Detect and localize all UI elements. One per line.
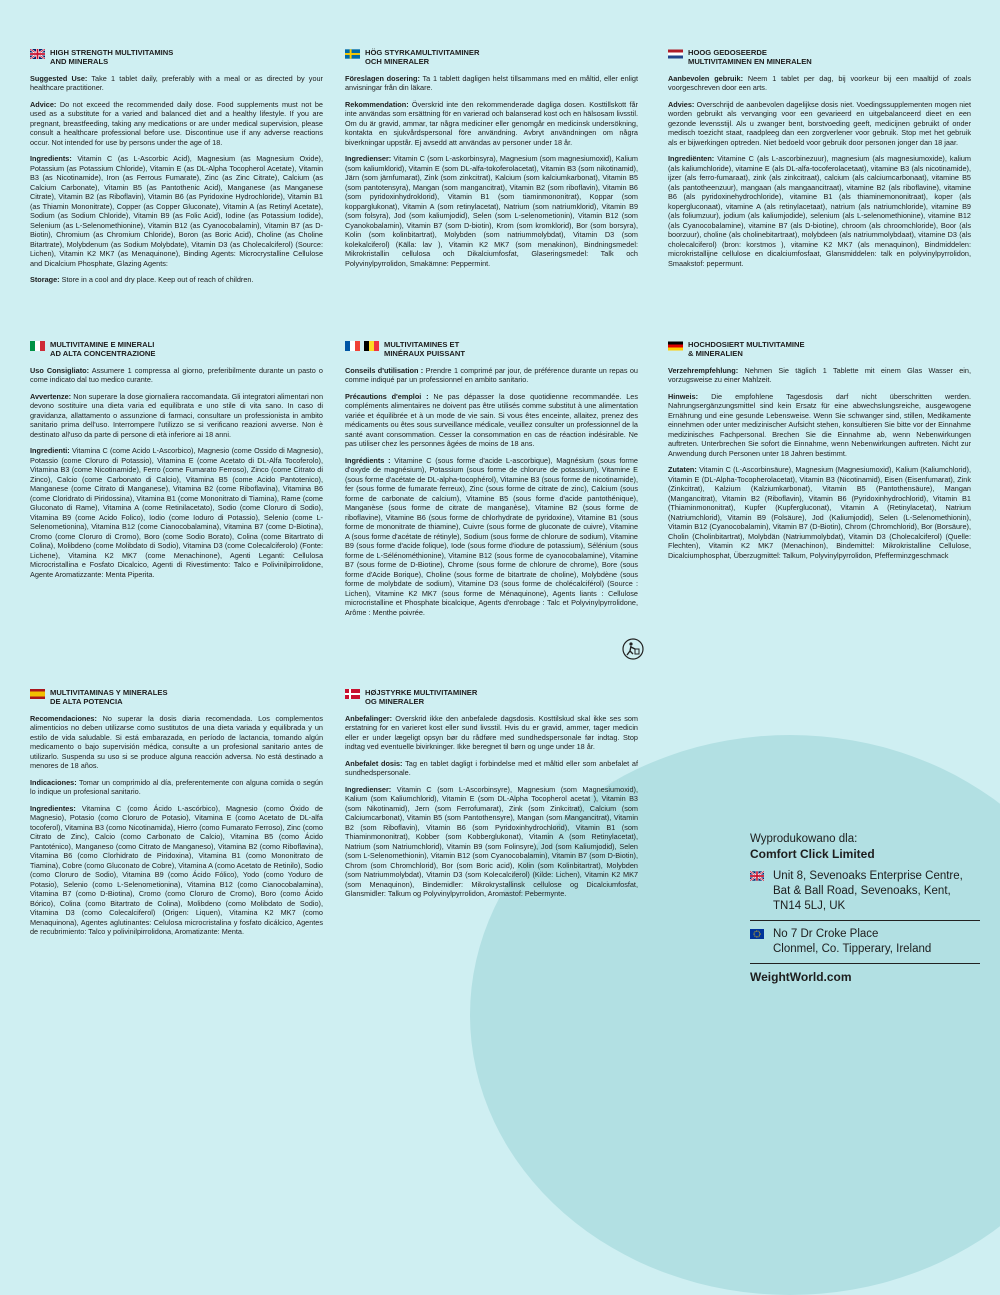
section-french xyxy=(345,340,638,624)
section-header xyxy=(30,48,323,67)
ingredients: Ingrediënten: Vitamine C (als L-ascorbinezuur), magnesium (als magnesiumoxide), kalium (als kaliumchloride), vitamine E (als DL-alfa-tocoferolacetaat), vitamine B3 (als nicotinamide), ijzer (als ferro-fumaraat), zink (als zinkcitraat), calcium (als calciumcarbonaat), vitamine B5 (als pantotheenzuur), mangaan (als mangaancitraat), vitamine B2 (als riboflavine), vitamine B6 (als pyridoxinehydrochloride), vitamine B1 (als thiaminemononitraat), koper (als kopergluconaat), vitamine A (als retinylacetaat), natrium (als natriumchloride), vitamine B9 (als foliumzuur), jodium (als kaliumjodide), selenium (als L-selenomethionine), vitamine B12 (als Cyanocobalamine), vitamine B7 (als D-biotine), chroom (als chroomchloride), Boor (als boorzuur), choline (als cholinebitartraat), molybdeen (als natriummolybdaat), vitamine D3 (als cholecalciferol) (bron: korstmos ), vitamine K2 MK7 (als menaquinon), Bindmiddelen: microkristallijne cellulose en dicalciumfosfaat, Glansmiddelen: talk en polyvinylpyrrolidon, Smaakstof: pepermunt. xyxy=(668,154,972,268)
advice: Rekommendation: Överskrid inte den rekommenderade dagliga dosen. Kosttillskott får inte användas som ersättning för en varierad och balanserad kost och en hälsosam livsstil. Om du är gravid, ammar, tar några mediciner eller genomgår en medicinsk undersökning, kontakta en sjukvårdspersonal före användning. Avbryt användningen om några biverkningar uppstår. Ej avsedd att användas av personer under 18 år. xyxy=(345,99,638,147)
france-belgium-flag-icon xyxy=(345,341,379,351)
storage: Storage: Store in a cool and dry place. Keep out of reach of children. xyxy=(30,275,254,285)
section-title: HOOG GEDOSEERDE MULTIVITAMINEN EN MINERALEN xyxy=(688,48,812,67)
advice: Précautions d'emploi : Ne pas dépasser la dose quotidienne recommandée. Les compléments alimentaires ne doivent pas être utilisés comme substitut à une alimentation variée et équilibrée et à un mode de vie sain. Si vous êtes enceinte, allaitez, prenez des médicaments ou êtes sous surveillance médicale, veuillez consulter un professionnel de la santé avant consommation. Cesser la consommation en cas de réaction indésirable. Ne pas utiliser chez les personnes âgées de moins de 18 ans. xyxy=(345,391,639,449)
section-title: HIGH STRENGTH MULTIVITAMINS AND MINERALS xyxy=(50,48,174,67)
tidyman-recycle-icon xyxy=(622,638,644,660)
advice: Indicaciones: Tomar un comprimido al día, preferentemente con alguna comida o según lo indique un profesional sanitario. xyxy=(30,777,323,797)
section-header xyxy=(345,340,638,359)
suggested-use: Verzehrempfehlung: Nehmen Sie täglich 1 Tablette mit einem Glas Wasser ein, vorzugsweise zu einer Mahlzeit. xyxy=(668,365,972,385)
suggested-use: Föreslagen dosering: Ta 1 tablett dagligen helst tillsammans med en måltid, eller enligt anvisningar från din läkare. xyxy=(345,73,638,93)
section-dutch xyxy=(668,48,971,275)
ingredients: Zutaten: Vitamin C (L-Ascorbinsäure), Magnesium (Magnesiumoxid), Kalium (Kaliumchlorid), Vitamin E (DL-Alpha-Tocopherolacetat), Vitamin B3 (Nicotinamid), Eisen (Eisenfumarat), Zink (Zinkcitrat), Kalzium (Kalziumkarbonat), Vitamin B5 (Pantothensäure), Mangan (Mangancitrat), Vitamin B2 (Riboflavin), Vitamin B6 (Pyridoxinhydrochlorid), Vitamin B1 (Thiaminmononitrat), Kupfer (Kupfergluconat), Vitamin A (Retinylacetat), Natrium (Natriumchlorid), Vitamin B9 (Folsäure), Jod (Kaliumjodid), Selen (L-Selenomethionin), Vitamin B12 (Cyanocobalamin), Vitamin B7 (D-Biotin), Chrom (Chromchlorid), Bor (Borsäure), Cholin (Cholinbitartrat), Molybdän (Natriummolybdat), Vitamin D3 (Cholecalciferol) (Quelle: Flechten), Vitamin K2 MK7 (Menachinon), Bindemittel: Mikrokristalline Cellulose, Dicalciumphosphat, Überzugmittel: Talkum, Polyvinylpyrrolidon, Pfefferminzgeschmack xyxy=(668,465,971,560)
denmark-flag-icon xyxy=(345,689,360,699)
section-german xyxy=(668,340,971,567)
suggested-use: Uso Consigliato: Assumere 1 compressa al giorno, preferibilmente durante un pasto o come indicato dal tuo medico curante. xyxy=(30,365,323,385)
company-name: Comfort Click Limited xyxy=(750,847,875,861)
brand-website: WeightWorld.com xyxy=(750,969,852,984)
section-header xyxy=(345,48,638,67)
suggested-use: Conseils d'utilisation : Prendre 1 comprimé par jour, de préférence durante un repas ou comme indiqué par un professionnel en ambito sanitario. xyxy=(345,365,638,385)
advice: Anbefalet dosis: Tag en tablet dagligt i forbindelse med et måltid eller som anbefalet af sundhedspersonale. xyxy=(345,758,639,778)
section-header xyxy=(668,48,971,67)
advice: Advies: Overschrijd de aanbevolen dagelijkse dosis niet. Voedingssupplementen mogen niet worden gebruikt als vervanging voor een gevarieerd en uitgebalanceerd dieet en een gezonde levensstijl. Als u zwanger bent, borstvoeding geeft, medicijnen gebruikt of onder medisch toezicht staat, raadpleeg dan een zorgverlener voor gebruik. Stop met het gebruik als er bijwerkingen optreden. Niet bedoeld voor gebruik door personen jonger dan 18 jaar. xyxy=(668,99,971,147)
section-swedish xyxy=(345,48,638,275)
section-english xyxy=(30,48,323,292)
italy-flag-icon xyxy=(30,341,45,351)
section-title: MULTIVITAMINES ET MINÉRAUX PUISSANT xyxy=(384,340,466,359)
advice: Avvertenze: Non superare la dose giornaliera raccomandata. Gli integratori alimentari non devono sostituire una dieta varia ed equilibrata e uno stile di vita sano. In caso di gravidanza, allattamento o assunzione di farmaci, consultare un professionista in ambito sanitario prima dell'uso. Interrompere l'utilizzo se si verificano reazioni avverse. Non è destinato all'uso da parte di persone di età inferiore ai 18 anni. xyxy=(30,391,323,439)
netherlands-flag-icon xyxy=(668,49,683,59)
section-header xyxy=(30,688,323,707)
section-title: HØJSTYRKE MULTIVITAMINER OG MINERALER xyxy=(365,688,478,707)
ingredients: Ingrédients : Vitamine C (sous forme d'acide L-ascorbique), Magnésium (sous forme d'oxyde de magnésium), Potassium (sous forme de chlorure de potassium), Vitamine E (sous forme d'acétate de DL-alpha-tocophérol), Vitamine B3 (sous forme de nicotinamide), fer (sous forme de fumarate ferreux), Zinc (sous forme de citrate de zinc), Calcium (sous forme de carbonate de calcium), Vitamine B5 (sous forme d'acide pantothénique), Manganèse (sous forme de citrate de manganèse), Vitamine B2 (sous forme de riboflavine), Vitamine B6 (sous forme de chlorhydrate de pyridoxine), Vitamine B1 (sous forme de mononitrate de thiamine), Cuivre (sous forme de gluconate de cuivre), Vitamine A (sous forme d'acétate de rétinyle), Sodium (sous forme de chlorure de sodium), Vitamine B9 (sous forme d'acide folique), Iode (sous forme d'iodure de potassium), Sélénium (sous forme de L-Sélénométhionine), Vitamine B12 (sous forme de cyanocobalamine), Vitamine B7 (sous forme de D-Biotine), Chrome (sous forme de chlorure de chrome), Bore (sous forme d'Acide Borique), Choline (sous forme de bitartrate de choline), Molybdène (sous forme de molybdate de sodium), Vitamine D3 (sous forme de cholécalciférol) (Source : Lichen), Vitamine K2 MK7 (sous forme de Ménaquinone), Agents liants : Cellulose microcristalline et Phosphate bicalcique, Agents d'enrobage : Talc et Polyvinylpyrrolidone, Arôme : Menthe poivrée. xyxy=(345,455,638,617)
divider xyxy=(750,920,980,921)
manufacturer-info xyxy=(750,833,980,984)
section-title: MULTIVITAMINAS Y MINERALES DE ALTA POTENCIA xyxy=(50,688,168,707)
uk-flag-icon xyxy=(30,49,45,59)
eu-flag-icon xyxy=(750,929,765,939)
ingredients: Ingredientes: Vitamina C (como Ácido L-ascórbico), Magnesio (como Óxido de Magnesio), Potasio (como Cloruro de Potasio), Vitamina E (como Acetato de DL-alfa tocoferol), Vitamina B3 (como Nicotinamida), Hierro (como Fumarato Ferroso), Zinc (como Citrato de Zinc), Calcio (como Carbonato de Calcio), Vitamina B5 (como Ácido Pantoténico), Manganeso (como Citrato de Manganeso), Vitamina B2 (como Riboflavina), Vitamina B6 (como Clorhidrato de Piridoxina), Vitamina B1 (como Mononitrato de Tiamina), Cobre (como Gluconato de Cobre), Vitamina A (como Acetato de Retinilo), Sodio (como Cloruro de Sodio), Vitamina B9 (como Ácido Fólico), Yodo (como Yoduro de Potasio), Selenio (como L-Selenometionina), Vitamina B12 (como Cianocobalamina), Vitamina B7 (como D-Biotina), Cromo (como Cloruro de Cromo), Boro (como Ácido Bórico), Colina (como Bitartrato de Colina), Molibdeno (como Molibdato de Sodio), Vitamina D3 (como Colecalciferol) (Origen: Liquen), Vitamina K2 MK7 (como Menaquinona), Agentes aglutinantes: Celulosa microcristalina y fosfato dicálcico, Agentes de recubrimiento: Talco y polivinilpirrolidona, Aromatizante: Menta. xyxy=(30,803,323,937)
section-title: HÖG STYRKAMULTIVITAMINER OCH MINERALER xyxy=(365,48,480,67)
ingredients: Ingredienser: Vitamin C (som L-Ascorbinsyre), Magnesium (som Magnesiumoxid), Kalium (som Kaliumchlorid), Vitamin E (som DL-Alpha Tocopherol acetat ), Vitamin B3 (som Nikotinamid), Jern (som Ferrofumarat), Zink (som Zinkcitrat), Calcium (som Calciumcarbonat), Vitamin B5 (som Pantothensyre), Mangan (som Mangancitrat), Vitamin B2 (som Riboflavin), Vitamin B6 (som Pyridoxinhydrochlorid), Vitamin B1 (som Thiaminmononitrat), Kobber (som Kobberglukonat), Vitamin A (som Retinylacetat), Natrium (som Natriumchlorid), Vitamin B9 (som Folinsyre), Jod (som Kaliumjodid), Selen (som L-Selenomethionin), Vitamin B12 (som Cyanocobalamin), Vitamin B7 (som D-Biotin), Chrom (som Chromchlorid), Bor (som Boric acid), Kolin (som Kolinbitartrat), Molybden (som Natriummolybdat), Vitamin D3 (som Kolecalciferol) (Kilde: Lichen), Vitamin K2 MK7 (som Menaquinon), Bindemidler: Mikrokrystallinsk cellulose og Dicalciumfosfat, Glansmidler: Talkum og Polyvinylpyrrolidon, Aromastof: Pebermynte. xyxy=(345,784,638,899)
ingredients: Ingredienti: Vitamina C (come Acido L-Ascorbico), Magnesio (come Ossido di Magnesio), Potassio (come Cloruro di Potassio), Vitamina E (come Acetato di DL-Alfa Tocoferolo), Vitamina B3 (come Nicotinamide), Ferro (come Fumarato Ferroso), Zinco (come Citrato di Zinco), Calcio (come Carbonato di Calcio), Vitamina B5 (come Acido Pantotenico), Manganese (come Citrato di Manganese), Vitamina B2 (come Riboflavina), Vitamina B6 (come Cloridrato di Piridossina), Vitamina B1 (come Mononitrato di Tiamina), Rame (come Gluconato di Rame), Vitamina A (come Retinilacetato), Sodio (come Cloruro di Sodio), Vitamina B9 (come Acido Folico), Iodio (come Ioduro di Potassio), Selenio (come L-Selenometionina), Vitamina B12 (come Cianocobalamina), Vitamina B7 (come D-Biotina), Cromo (come Cloruro di Cromo), Boro (come Sodio Borato), Colina (come Bitartrato di Colina), Molibdeno (come Molibdato di Sodio), Vitamina D3 (come Colecalciferolo) (Fonte: Lichene), Vitamina K2 MK7 (come Menachinone), Agenti Leganti: Cellulosa Microcristallina e Fosfato Dicalcico, Agenti di Rivestimento: Talco e Polivinilpirrolidone, Agente Aromatizzante: Menta Piperita. xyxy=(30,446,324,579)
section-italian xyxy=(30,340,323,586)
advice: Advice: Do not exceed the recommended daily dose. Food supplements must not be used as a substitute for a varied and balanced diet and a healthy lifestyle. If you are pregnant, breastfeeding, taking any medications or are under medical supervision, please consult a healthcare professional before use. Discontinue use if any adverse reactions occur. Not intended for use by persons under the age of 18. xyxy=(30,99,323,147)
sweden-flag-icon xyxy=(345,49,360,59)
section-header xyxy=(345,688,638,707)
uk-address: Unit 8, Sevenoaks Enterprise Centre, Bat & Ball Road, Sevenoaks, Kent, TN14 5LJ, UK xyxy=(750,869,980,914)
suggested-use: Suggested Use: Take 1 tablet daily, preferably with a meal or as directed by your healthcare practitioner. xyxy=(30,73,323,93)
section-header xyxy=(30,340,323,359)
section-title: MULTIVITAMINE E MINERALI AD ALTA CONCENTRAZIONE xyxy=(50,340,156,359)
section-title: HOCHDOSIERT MULTIVITAMINE & MINERALIEN xyxy=(688,340,805,359)
suggested-use: Recomendaciones: No superar la dosis diaria recomendada. Los complementos alimenticios no deben utilizarse como sustitutos de una dieta variada y equilibrada y un estilo de vida saludable. Si está embarazada, en período de lactancia, tomando algún medicamento o bajo supervisión médica, consulte a un profesional sanitario antes de utilizarlo. Suspenda su uso si se produce alguna reacción adversa. No está destinado a menores de 18 años. xyxy=(30,713,324,771)
advice: Hinweis: Die empfohlene Tagesdosis darf nicht überschritten werden. Nahrungsergänzungsmittel sind kein Ersatz für eine abwechslungsreiche, ausgewogene Ernährung und eine gesunde Lebensweise. Wenn Sie schwanger sind, stillen, Medikamente einnehmen oder unter medizinischer Aufsicht stehen, konsultieren Sie bitte vor der Einnahme medizinisches Fachpersonal. Brechen Sie die Einnahme ab, wenn Nebenwirkungen auftreten. Unterbrechen Sie sofort die Einnahme, wenn Nebenwirkungen auftreten. Nicht zur Anwendung durch Personen unter 18 Jahren bestimmt. xyxy=(668,391,972,458)
section-danish xyxy=(345,688,638,906)
section-header xyxy=(668,340,971,359)
ingredients: Ingredients: Vitamin C (as L-Ascorbic Acid), Magnesium (as Magnesium Oxide), Potassium (as Potassium Chloride), Vitamin E (as DL-Alpha Tocopherol Acetate), Vitamin B3 (as Nicotinamide), Iron (as Ferrous Fumarate), Zinc (as Zinc Citrate), Calcium (as Calcium Carbonate), Vitamin B5 (as Pantothenic Acid), Manganese (as Manganese Citrate), Vitamin B2 (as Riboflavin), Vitamin B6 (as Pyridoxine Hydrochloride), Vitamin B1 (as Thiamin Mononitrate), Copper (as Copper Gluconate), Vitamin A (as Retinyl Acetate), Sodium (as Sodium Chloride), Vitamin B9 (as Folic Acid), Iodine (as Potassium Iodide), Selenium (as L-Selenomethionine), Vitamin B12 (as Cyanocobalamin), Vitamin B7 (as D-Biotin), Chromium (as Chromium Chloride), Boron (as Boric Acid), Choline (as Choline Bitartrate), Molybdenum (as Sodium Molybdate), Vitamin D3 (as Cholecalciferol) (Source: Lichen), Vitamin K2 MK7 (as Menaquinone), Binding Agents: Microcrystalline Cellulose and Dicalcium Phosphate, Glazing Agents: xyxy=(30,154,323,268)
spain-flag-icon xyxy=(30,689,45,699)
section-spanish xyxy=(30,688,323,944)
suggested-use: Anbefalinger: Overskrid ikke den anbefalede dagsdosis. Kosttilskud skal ikke ses som erstatning for en varieret kost eller sund livsstil. Hvis du er gravid, ammer, tager medicin eller er under lægeligt opsyn bør du rådføre med sundhedspersonale før indtag. Stop indtag ved eventuelle bivirkninger. Ikke beregnet til børn og unge under 18 år. xyxy=(345,713,638,752)
suggested-use: Aanbevolen gebruik: Neem 1 tablet per dag, bij voorkeur bij een maaltijd of zoals voorgeschreven door een arts. xyxy=(668,73,971,93)
eu-address: No 7 Dr Croke Place Clonmel, Co. Tipperary, Ireland xyxy=(750,927,980,957)
divider xyxy=(750,963,980,964)
germany-flag-icon xyxy=(668,341,683,351)
ingredients: Ingredienser: Vitamin C (som L-askorbinsyra), Magnesium (som magnesiumoxid), Kalium (som kaliumklorid), Vitamin E (som DL-alfa-tokoferolacetat), Vitamin B3 (som nikotinamid), Järn (som järnfumarat), Zink (som zinkcitrat), Kalcium (som kalciumkarbonat), Vitamin B5 (som pantotensyra), Mangan (som mangancitrat), Vitamin B2 (som riboflavin), Vitamin B6 (som pyridoxinhydroklorid), Vitamin B1 (som tiaminmononitrat), Koppar (som kopparglukonat), Vitamin A (som retinylacetat), Natrium (som natriumklorid), Vitamin B9 (som folsyra), Jod (som kaliumjodid), Selen (som L-selenometionin), Vitamin B12 (som Cyanokobalamin), Vitamin B7 (som D-biotin), Krom (som kromklorid), Bor (som borsyra), Kolin (som kolinbitartrat), Molybden (som natriummolybdat), Vitamin D3 (som kolekalciferol) (Källa: lav ), Vitamin K2 MK7 (som menakinon), Bindningsmedel: Mikrokristallin cellulosa och Dikalciumfosfat, Glaseringsmedel: Talk och Polyvinylpyrrolidon, Smakämne: Peppermint. xyxy=(345,154,638,268)
uk-flag-icon xyxy=(750,871,765,881)
made-for-label: Wyprodukowano dla: xyxy=(750,833,858,845)
